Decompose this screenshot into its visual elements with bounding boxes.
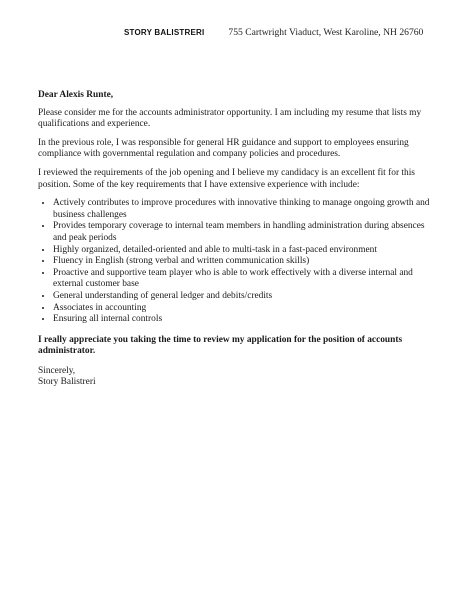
- list-item: • Proactive and supportive team player who is able to work effectively with a diverse internal and external customer base: [53, 268, 436, 291]
- sender-name: STORY BALISTRERI: [124, 28, 205, 37]
- sender-address: 755 Cartwright Viaduct, West Karoline, NH 26760: [228, 27, 424, 38]
- list-item: • Provides temporary coverage to internal team members in handling administration during absences and peak periods: [53, 221, 436, 244]
- list-item: • Actively contributes to improve procedures with innovative thinking to manage ongoing growth and business challenges: [53, 198, 436, 221]
- salutation: Dear Alexis Runte,: [38, 90, 114, 100]
- signature: Story Balistreri: [38, 377, 96, 388]
- paragraph-previous-role: In the previous role, I was responsible for general HR guidance and support to employees ensuring compliance with governmental regulation and company policies and procedures.: [38, 137, 409, 160]
- paragraph-requirements: I reviewed the requirements of the job opening and I believe my candidacy is an excellent fit for this position. Some of the key requirements that I have extensive experience with include:: [38, 167, 415, 190]
- closing-statement: I really appreciate you taking the time to review my application for the position of accounts administrator.: [38, 334, 403, 357]
- requirements-list: [38, 198, 436, 326]
- signoff: Sincerely,: [38, 365, 76, 376]
- list-item: • Associates in accounting: [53, 303, 436, 315]
- list-item: • Highly organized, detailed-oriented and able to multi-task in a fast-paced environment: [53, 245, 436, 257]
- list-item: • Fluency in English (strong verbal and written communication skills): [53, 256, 436, 268]
- paragraph-intro: Please consider me for the accounts administrator opportunity. I am including my resume that lists my qualifications and experience.: [38, 107, 422, 130]
- letterhead: [124, 24, 423, 40]
- letter-body: [38, 90, 436, 389]
- list-item: • Ensuring all internal controls: [53, 314, 436, 326]
- list-item: • General understanding of general ledger and debits/credits: [53, 291, 436, 303]
